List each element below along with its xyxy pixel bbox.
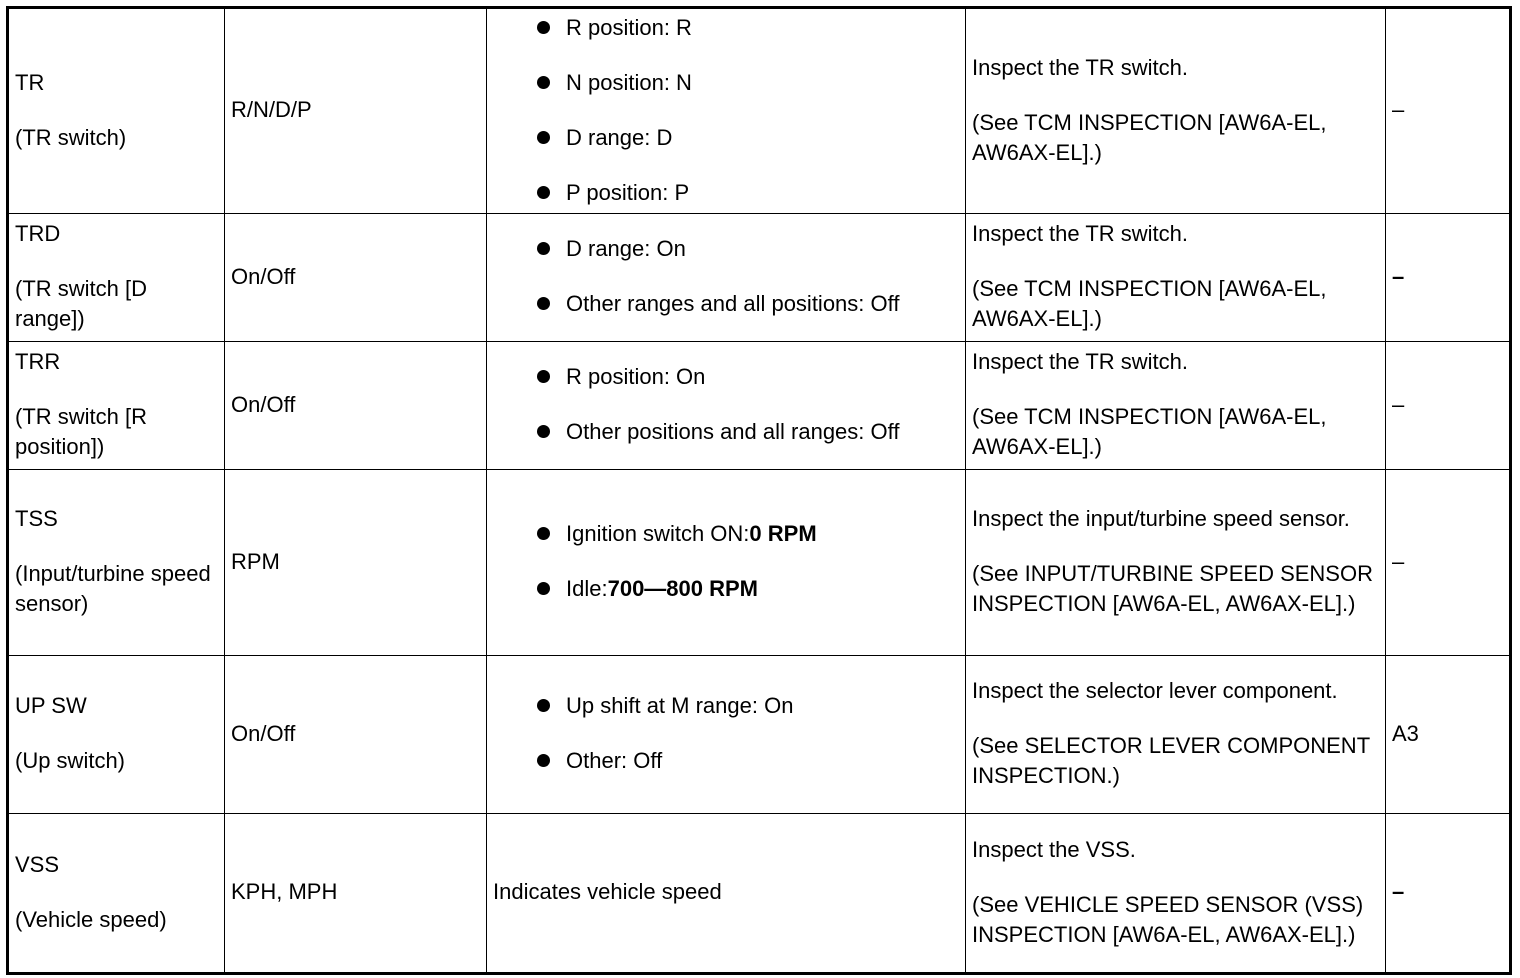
- condition-item: D range: D: [530, 123, 959, 153]
- monitor-item-name: TRD: [15, 221, 61, 246]
- monitor-item-cell: [8, 214, 225, 342]
- unit-condition: On/Off: [231, 391, 296, 417]
- dtc-cell: [1386, 470, 1511, 656]
- action-text: Inspect the VSS.: [972, 836, 1136, 862]
- action-cell: [966, 814, 1386, 974]
- unit-condition: KPH, MPH: [231, 879, 338, 904]
- condition-list: [493, 519, 959, 604]
- unit-cell: [225, 656, 487, 814]
- monitor-item-description: (Up switch): [15, 748, 126, 773]
- condition-text: Indicates vehicle speed: [493, 879, 722, 904]
- action-cell: [966, 8, 1386, 214]
- condition-label: Idle:: [566, 576, 608, 601]
- condition-cell: [487, 656, 966, 814]
- action-reference: (See INPUT/TURBINE SPEED SENSOR INSPECTION [AW6A-EL, AW6AX-EL].): [972, 561, 1373, 616]
- condition-item: [530, 574, 959, 604]
- dtc-value: –: [1392, 879, 1405, 904]
- condition-cell: [487, 470, 966, 656]
- action-text: Inspect the TR switch.: [972, 54, 1189, 80]
- unit-cell: [225, 214, 487, 342]
- action-reference: (See TCM INSPECTION [AW6A-EL, AW6AX-EL].): [972, 109, 1327, 165]
- condition-cell: [487, 342, 966, 470]
- condition-cell: [487, 214, 966, 342]
- action-cell: [966, 470, 1386, 656]
- table-row: [8, 470, 1511, 656]
- table-row: [8, 656, 1511, 814]
- action-cell: [966, 656, 1386, 814]
- condition-cell: [487, 8, 966, 214]
- monitor-item-name: TR: [15, 69, 45, 95]
- condition-value: 0 RPM: [749, 521, 817, 546]
- table-row: [8, 342, 1511, 470]
- condition-cell: [487, 814, 966, 974]
- condition-item: R position: On: [530, 362, 959, 392]
- table-row: [8, 8, 1511, 214]
- condition-list: [493, 13, 959, 208]
- monitor-item-cell: [8, 814, 225, 974]
- condition-item: D range: On: [530, 234, 959, 264]
- dtc-value: A3: [1392, 720, 1419, 746]
- dtc-cell: [1386, 214, 1511, 342]
- unit-condition: R/N/D/P: [231, 97, 312, 122]
- monitor-item-cell: [8, 342, 225, 470]
- unit-condition: On/Off: [231, 263, 296, 289]
- action-text: Inspect the TR switch.: [972, 221, 1189, 246]
- action-text: Inspect the TR switch.: [972, 349, 1189, 374]
- pid-monitor-table: [6, 6, 1512, 975]
- monitor-item-name: TRR: [15, 349, 61, 374]
- action-text: Inspect the selector lever component.: [972, 678, 1338, 703]
- monitor-item-description: (TR switch [D range]): [15, 276, 147, 331]
- unit-cell: [225, 814, 487, 974]
- dtc-value: –: [1392, 97, 1405, 122]
- action-cell: [966, 214, 1386, 342]
- action-reference: (See TCM INSPECTION [AW6A-EL, AW6AX-EL].): [972, 404, 1327, 459]
- monitor-item-description: (TR switch): [15, 124, 127, 150]
- condition-item: N position: N: [530, 68, 959, 98]
- condition-list: [493, 691, 959, 776]
- action-text: Inspect the input/turbine speed sensor.: [972, 506, 1350, 531]
- action-reference: (See SELECTOR LEVER COMPONENT INSPECTION.): [972, 733, 1370, 788]
- condition-label: Ignition switch ON:: [566, 521, 750, 546]
- dtc-cell: [1386, 8, 1511, 214]
- dtc-cell: [1386, 814, 1511, 974]
- monitor-item-description: (Vehicle speed): [15, 906, 167, 932]
- condition-item: Other positions and all ranges: Off: [530, 417, 959, 447]
- unit-cell: [225, 470, 487, 656]
- condition-item: Other ranges and all positions: Off: [530, 289, 959, 319]
- unit-cell: [225, 8, 487, 214]
- monitor-item-name: VSS: [15, 851, 60, 877]
- dtc-cell: [1386, 656, 1511, 814]
- monitor-item-description: (TR switch [R position]): [15, 404, 147, 459]
- unit-cell: [225, 342, 487, 470]
- unit-condition: On/Off: [231, 720, 296, 746]
- condition-item: Up shift at M range: On: [530, 691, 959, 721]
- monitor-item-cell: [8, 656, 225, 814]
- condition-item: Other: Off: [530, 746, 959, 776]
- dtc-value: –: [1392, 391, 1405, 417]
- table-row: [8, 214, 1511, 342]
- condition-item: P position: P: [530, 178, 959, 208]
- dtc-cell: [1386, 342, 1511, 470]
- table-row: [8, 814, 1511, 974]
- action-reference: (See VEHICLE SPEED SENSOR (VSS) INSPECTION [AW6A-EL, AW6AX-EL].): [972, 891, 1364, 947]
- dtc-value: –: [1392, 548, 1405, 574]
- condition-item: [530, 519, 959, 549]
- condition-list: [493, 234, 959, 319]
- condition-list: [493, 362, 959, 447]
- monitor-item-name: TSS: [15, 506, 58, 531]
- action-reference: (See TCM INSPECTION [AW6A-EL, AW6AX-EL].): [972, 276, 1327, 331]
- monitor-item-description: (Input/turbine speed sensor): [15, 561, 211, 616]
- monitor-item-name: UP SW: [15, 693, 87, 718]
- condition-value: 700—800 RPM: [607, 576, 759, 601]
- action-cell: [966, 342, 1386, 470]
- condition-item: R position: R: [530, 13, 959, 43]
- dtc-value: –: [1392, 263, 1405, 289]
- monitor-item-cell: [8, 8, 225, 214]
- monitor-item-cell: [8, 470, 225, 656]
- unit-condition: RPM: [231, 548, 280, 574]
